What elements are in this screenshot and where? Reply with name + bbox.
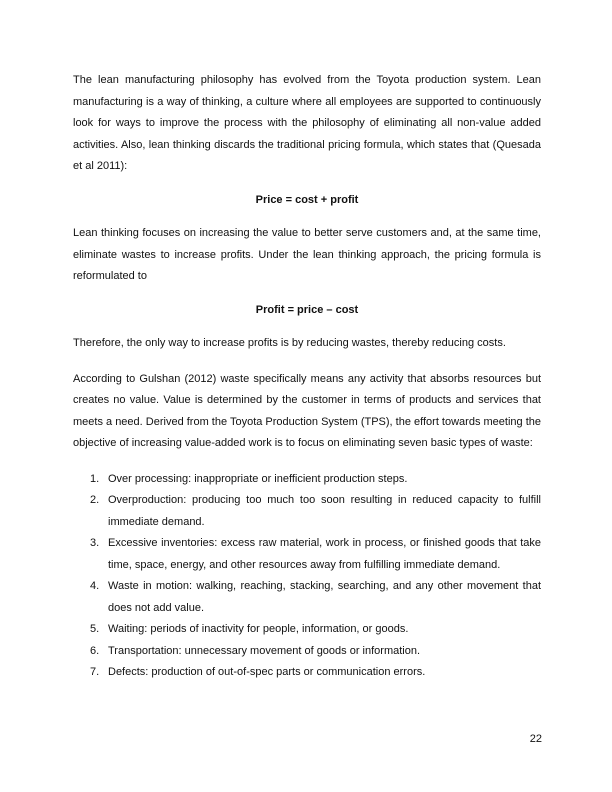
- list-number: 3.: [90, 537, 100, 549]
- paragraph-reduce-waste: Therefore, the only way to increase profits is by reducing wastes, thereby reducing costs.: [73, 337, 506, 349]
- paragraph-lean-value: Lean thinking focuses on increasing the value to better serve customers and, at the same time, eliminate wastes to increase profits. Under the lean thinking approach, the pricing formula is reformulated to: [73, 227, 541, 282]
- list-text: Defects: production of out-of-spec parts or communication errors.: [108, 666, 426, 678]
- list-item: [73, 469, 541, 491]
- list-text: Waiting: periods of inactivity for people, information, or goods.: [108, 623, 409, 635]
- list-number: 1.: [90, 472, 100, 485]
- formula-price: Price = cost + profit: [255, 193, 359, 206]
- list-number: 6.: [90, 644, 100, 657]
- list-text: Over processing: inappropriate or inefficient production steps.: [108, 472, 408, 485]
- waste-types-list: [73, 469, 541, 684]
- list-number: 7.: [90, 666, 100, 678]
- list-item: [73, 619, 541, 641]
- list-item: [73, 490, 541, 533]
- list-text: Overproduction: producing too much too soon resulting in reduced capacity to fulfill immediate demand.: [108, 494, 541, 528]
- list-number: 2.: [90, 494, 100, 506]
- list-item: [73, 533, 541, 576]
- list-text: Excessive inventories: excess raw material, work in process, or finished goods that take time, space, energy, and other resources away from fulfilling immediate demand.: [108, 537, 541, 571]
- paragraph-gulshan-waste: According to Gulshan (2012) waste specifically means any activity that absorbs resources but creates no value. Value is determined by the customer in terms of products and services that meets a need. Derived from the Toyota Production System (TPS), the effort towards meeting the objective of increasing value-added work is to focus on eliminating seven basic types of waste:: [73, 372, 541, 449]
- list-item: [73, 576, 541, 619]
- page-content: [73, 70, 541, 684]
- list-item: [73, 662, 541, 684]
- list-number: 4.: [90, 580, 100, 592]
- page-number: 22: [529, 733, 542, 745]
- formula-profit: Profit = price – cost: [255, 303, 359, 316]
- list-item: [73, 641, 541, 663]
- paragraph-lean-philosophy: The lean manufacturing philosophy has evolved from the Toyota production system. Lean manufacturing is a way of thinking, a culture where all employees are supported to continuously look for ways to improve the process with the philosophy of eliminating all non-value added activities. Also, lean thinking discards the traditional pricing formula, which states that (Quesada et al 2011):: [73, 74, 541, 172]
- list-number: 5.: [90, 623, 100, 635]
- list-text: Transportation: unnecessary movement of goods or information.: [108, 644, 421, 657]
- list-text: Waste in motion: walking, reaching, stacking, searching, and any other movement that does not add value.: [108, 580, 541, 614]
